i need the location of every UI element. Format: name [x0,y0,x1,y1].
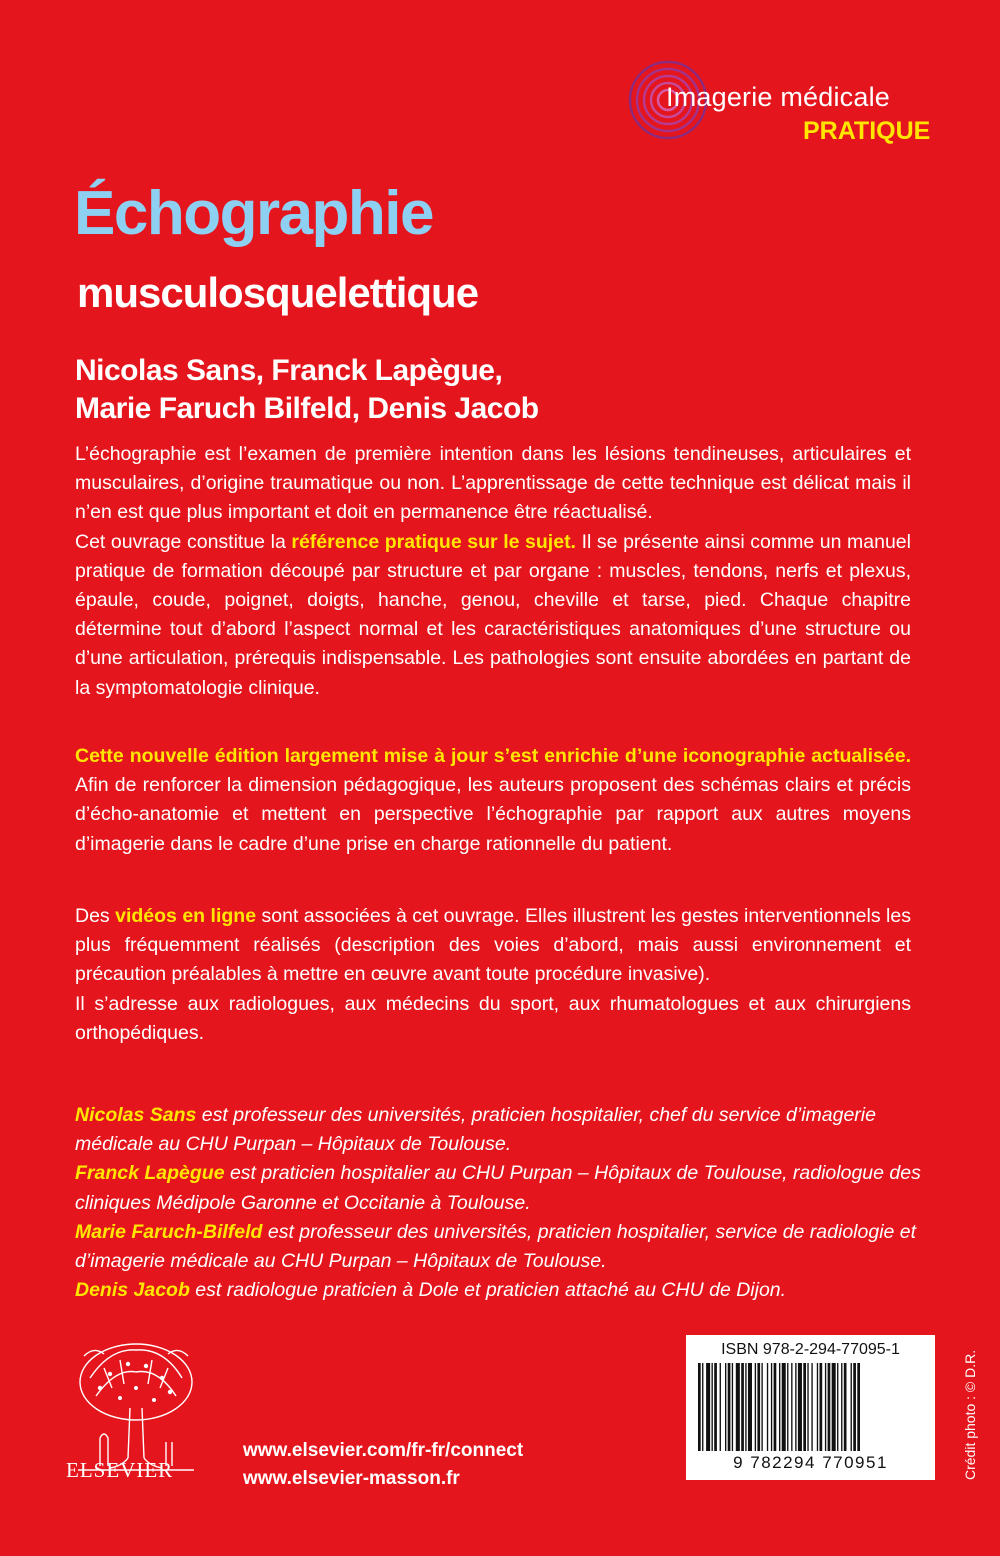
bio-item [75,1276,935,1305]
barcode-bar [787,1363,788,1451]
barcode-bar [837,1363,838,1451]
authors-line-2: Marie Faruch Bilfeld, Denis Jacob [75,392,539,425]
barcode-bar [771,1363,772,1451]
authors-line-1: Nicolas Sans, Franck Lapègue, [75,354,503,387]
text-span: Cet ouvrage constitue la [75,530,292,553]
barcode-bar [791,1363,792,1451]
barcode-bar [720,1363,721,1451]
bio-name: Marie Faruch-Bilfeld [75,1220,263,1243]
barcode-bar [803,1363,806,1451]
series-label: PRATIQUE [803,117,931,145]
barcode-bar [706,1363,710,1451]
text-span: sont associées à cet ouvrage. Elles illustrent les gestes interventionnels les plus fréquemment réalisés (description des voies d’abord, mais aussi environnement et précaution préalables à mettre en œuvre avant toute procédure invasive). [75,905,911,986]
publisher-url-1[interactable]: www.elsevier.com/fr-fr/connect [243,1440,524,1461]
barcode-bar [714,1363,717,1451]
barcode-bar [857,1363,860,1451]
text-span: Il se présente ainsi comme un manuel pratique de formation découpé par structure et par organe : muscles, tendons, nerfs et plexus, épaule, coude, poignet, doigts, hanche, genou, cheville et tarse, pied. Chaque chapitre détermine tout d’abord l’aspect normal et les caractéristiques anatomiques d’une structure ou d’une articulation, prérequis indispensable. Les pathologies sont ensuite abordées en partant de la symptomatologie clinique. [75,530,911,699]
barcode-bar [698,1363,701,1451]
description-paragraph-3 [75,742,911,859]
book-title: Échographie [74,179,434,248]
highlight-text: Cette nouvelle édition largement mise à jour s’est enrichie d’une iconographie actualisée. [75,745,911,767]
barcode-bar [712,1363,713,1451]
series-badge [628,58,968,158]
description-block-1 [75,440,911,703]
text-span: Afin de renforcer la dimension pédagogique, les auteurs proposent des schémas clairs et précis d’écho-anatomie et mettent en perspective l’échographie par rapport aux autres moyens d’imagerie dans le cadre d’une prise en charge rationnelle du patient. [75,774,911,855]
bio-text: est professeur des universités, praticien hospitalier, service de radiologie et d’imagerie médicale au CHU Purpan – Hôpitaux de Toulouse. [75,1220,917,1273]
barcode-bar [853,1363,856,1451]
barcode-bar [728,1363,731,1451]
barcode-bar [832,1363,836,1451]
barcode-bar [851,1363,852,1451]
description-block-2 [75,742,911,859]
barcode-panel [686,1335,935,1480]
barcode-icon [698,1363,923,1453]
barcode-bar [725,1363,726,1451]
barcode-bar [782,1363,786,1451]
barcode-bar [807,1363,808,1451]
description-paragraph-4 [75,902,911,990]
barcode-bar [748,1363,752,1451]
barcode-bar [828,1363,831,1451]
publisher-url-2[interactable]: www.elsevier-masson.fr [243,1468,460,1489]
barcode-bar [702,1363,703,1451]
barcode-bar [779,1363,780,1451]
text-span: Des [75,905,116,927]
barcode-bar [767,1363,768,1451]
publisher-urls [243,1437,523,1493]
barcode-bar [817,1363,818,1451]
bio-text: est professeur des universités, praticien hospitalier, chef du service d’imagerie médicale au CHU Purpan – Hôpitaux de Toulouse. [75,1104,876,1156]
barcode-bar [755,1363,756,1451]
barcode-bar [798,1363,802,1451]
barcode-bar [811,1363,812,1451]
bio-item [75,1159,935,1217]
bio-text: est praticien hospitalier au CHU Purpan – Hôpitaux de Toulouse, radiologue des cliniques Médipole Garonne et Occitanie à Toulouse. [75,1162,921,1214]
description-block-3 [75,902,911,1048]
barcode-bar [774,1363,777,1451]
barcode-bar [736,1363,740,1451]
barcode-bar [795,1363,796,1451]
description-paragraph-1: L’échographie est l’examen de première intention dans les lésions tendineuses, articulaires et musculaires, d’origine traumatique ou non. L’apprentissage de cette technique est délicat mais il n’en est que plus important et doit en permanence être réactualisé. [75,443,911,524]
book-subtitle: musculosquelettique [77,269,479,316]
photo-credit-text: Crédit photo : © D.R. [962,1349,978,1480]
barcode-bar [741,1363,744,1451]
isbn-label: ISBN 978-2-294-77095-1 [721,1341,900,1358]
barcode-bar [732,1363,733,1451]
description-paragraph-5: Il s’adresse aux radiologues, aux médecins du sport, aux rhumatologues et aux chirurgiens orthopédiques. [75,992,911,1044]
barcode-bar [757,1363,760,1451]
barcode-bar [841,1363,842,1451]
bio-name: Franck Lapègue [75,1162,225,1185]
isbn-digits: 9 782294 770951 [733,1453,888,1472]
bio-text: est radiologue praticien à Dole et praticien attaché au CHU de Dijon. [189,1279,787,1302]
bio-name: Nicolas Sans [75,1104,197,1126]
barcode-bar [745,1363,746,1451]
barcode-bar [820,1363,823,1451]
series-name: Imagerie médicale [666,82,891,112]
publisher-name: ELSEVIER [66,1458,174,1482]
description-paragraph-2 [75,528,911,703]
photo-credit [962,1300,982,1480]
bio-item [75,1101,935,1159]
highlight-text: vidéos en ligne [115,905,257,927]
bio-item [75,1218,935,1276]
barcode-bar [844,1363,847,1451]
authors [75,352,539,428]
bio-name: Denis Jacob [75,1279,190,1302]
author-bios [75,1101,935,1305]
barcode-bar [761,1363,762,1451]
barcode-bar [825,1363,826,1451]
highlight-text: référence pratique sur le sujet. [291,530,576,553]
